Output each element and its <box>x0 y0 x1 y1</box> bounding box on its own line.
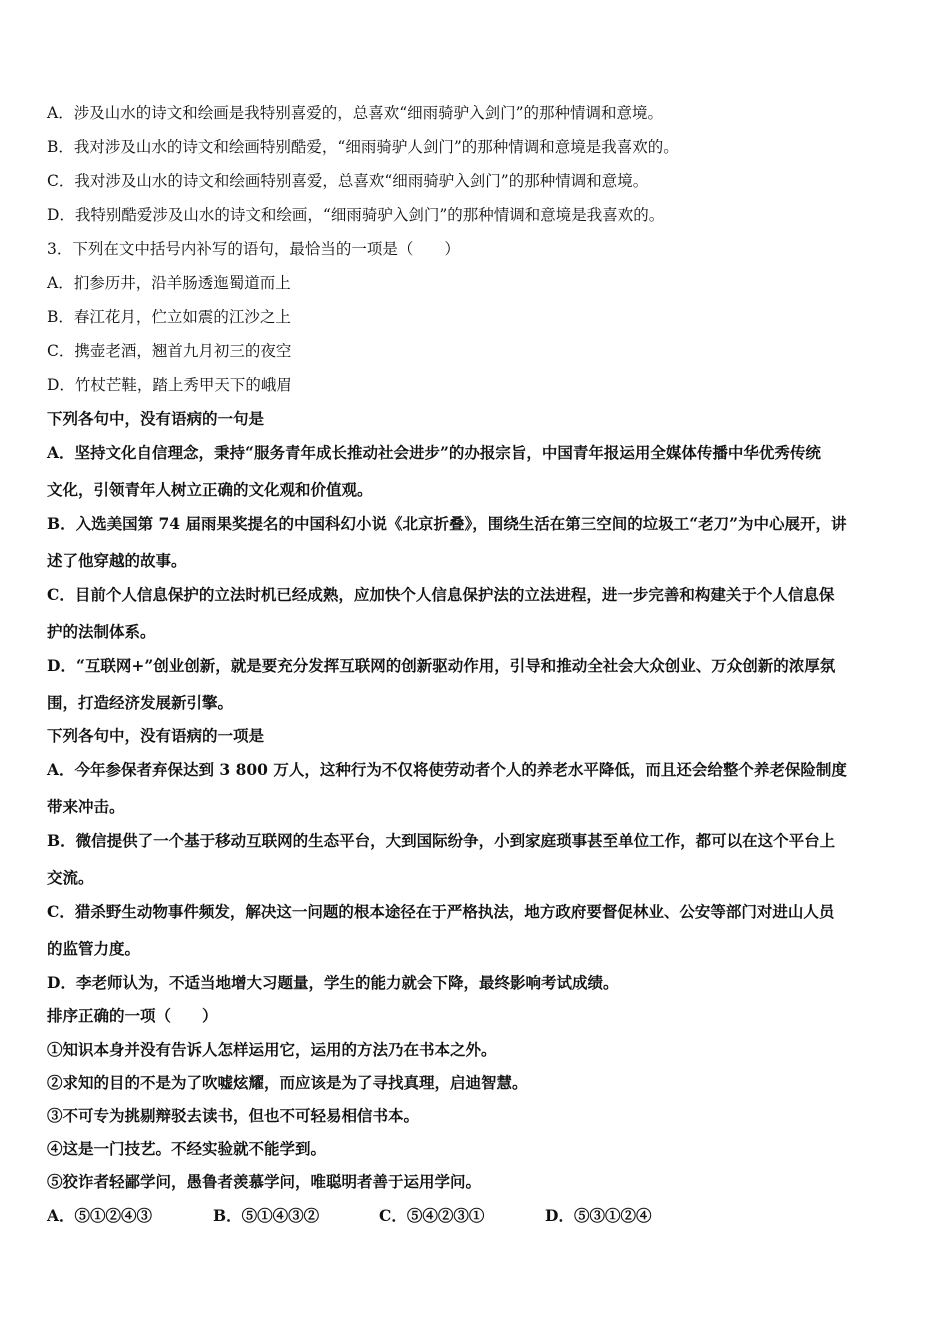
q5-option-b-line1: B．微信提供了一个基于移动互联网的生态平台，大到国际纷争，小到家庭琐事甚至单位工作，都可以在这个平台上 <box>47 831 836 850</box>
q6-option-d: D．⑤③①②④ <box>545 1206 652 1225</box>
q6-item-4: ④这是一门技艺。不经实验就不能学到。 <box>47 1139 327 1158</box>
q3-option-b: B．春江花月，伫立如震的江沙之上 <box>47 308 291 326</box>
q5-option-c-line1: C．猎杀野生动物事件频发，解决这一问题的根本途径在于严格执法，地方政府要督促林业、公安等部门对进山人员 <box>47 902 835 921</box>
q2-option-c: C．我对涉及山水的诗文和绘画特别喜爱，总喜欢“细雨骑驴入剑门”的那种情调和意境。 <box>47 172 649 190</box>
q6-item-2: ②求知的目的不是为了吹嘘炫耀，而应该是为了寻找真理，启迪智慧。 <box>47 1073 528 1092</box>
q6-option-a: A．⑤①②④③ <box>47 1206 153 1225</box>
q2-option-a: A．涉及山水的诗文和绘画是我特别喜爱的，总喜欢“细雨骑驴入剑门”的那种情调和意境。 <box>47 104 664 122</box>
q2-option-b: B．我对涉及山水的诗文和绘画特别酷爱，“细雨骑驴人剑门”的那种情调和意境是我喜欢的。 <box>47 138 679 156</box>
q5-option-a-line2: 带来冲击。 <box>47 797 125 816</box>
q5-option-d: D．李老师认为，不适当地增大习题量，学生的能力就会下降，最终影响考试成绩。 <box>47 973 619 992</box>
q4-option-a-line2: 文化，引领青年人树立正确的文化观和价值观。 <box>47 480 373 499</box>
q3-stem: 3．下列在文中括号内补写的语句，最恰当的一项是（ ） <box>47 240 460 258</box>
q4-option-b-line2: 述了他穿越的故事。 <box>47 551 187 570</box>
q3-option-a: A．扪参历井，沿羊肠透迤蜀道而上 <box>47 274 291 292</box>
q4-stem: 下列各句中，没有语病的一句是 <box>47 409 265 428</box>
q6-item-3: ③不可专为挑剔辩驳去读书，但也不可轻易相信书本。 <box>47 1106 420 1125</box>
q6-item-5: ⑤狡诈者轻鄙学问，愚鲁者羡慕学问，唯聪明者善于运用学问。 <box>47 1172 482 1191</box>
q6-item-1: ①知识本身并没有告诉人怎样运用它，运用的方法乃在书本之外。 <box>47 1040 497 1059</box>
q5-option-c-line2: 的监管力度。 <box>47 939 141 958</box>
q4-option-b-line1: B．入选美国第 74 届雨果奖提名的中国科幻小说《北京折叠》，围绕生活在第三空间的垃圾工“老刀”为中心展开，讲 <box>47 514 847 533</box>
q5-option-b-line2: 交流。 <box>47 868 94 887</box>
q6-option-b: B．⑤①④③② <box>213 1206 320 1225</box>
q5-option-a-line1: A．今年参保者弃保达到 3 800 万人，这种行为不仅将使劳动者个人的养老水平降低，而且还会给整个养老保险制度 <box>47 760 847 779</box>
q4-option-c-line2: 护的法制体系。 <box>47 622 156 641</box>
q5-stem: 下列各句中，没有语病的一项是 <box>47 726 265 745</box>
q4-option-d-line2: 围，打造经济发展新引擎。 <box>47 693 234 712</box>
q4-option-d-line1: D．“互联网+”创业创新，就是要充分发挥互联网的创新驱动作用，引导和推动全社会大众创业、万众创新的浓厚氛 <box>47 656 836 675</box>
q6-options <box>47 1206 711 1226</box>
q4-option-a-line1: A．坚持文化自信理念，秉持“服务青年成长推动社会进步”的办报宗旨，中国青年报运用全媒体传播中华优秀传统 <box>47 443 821 462</box>
q4-option-c-line1: C．目前个人信息保护的立法时机已经成熟，应加快个人信息保护法的立法进程，进一步完善和构建关于个人信息保 <box>47 585 835 604</box>
q6-option-c: C．⑤④②③① <box>379 1206 485 1225</box>
q2-option-d: D．我特别酷爱涉及山水的诗文和绘画，“细雨骑驴入剑门”的那种情调和意境是我喜欢的。 <box>47 206 665 224</box>
q3-option-d: D．竹杖芒鞋，踏上秀甲天下的峨眉 <box>47 376 292 394</box>
q6-stem: 排序正确的一项（ ） <box>47 1006 218 1025</box>
q3-option-c: C．携壶老酒，翘首九月初三的夜空 <box>47 342 292 360</box>
